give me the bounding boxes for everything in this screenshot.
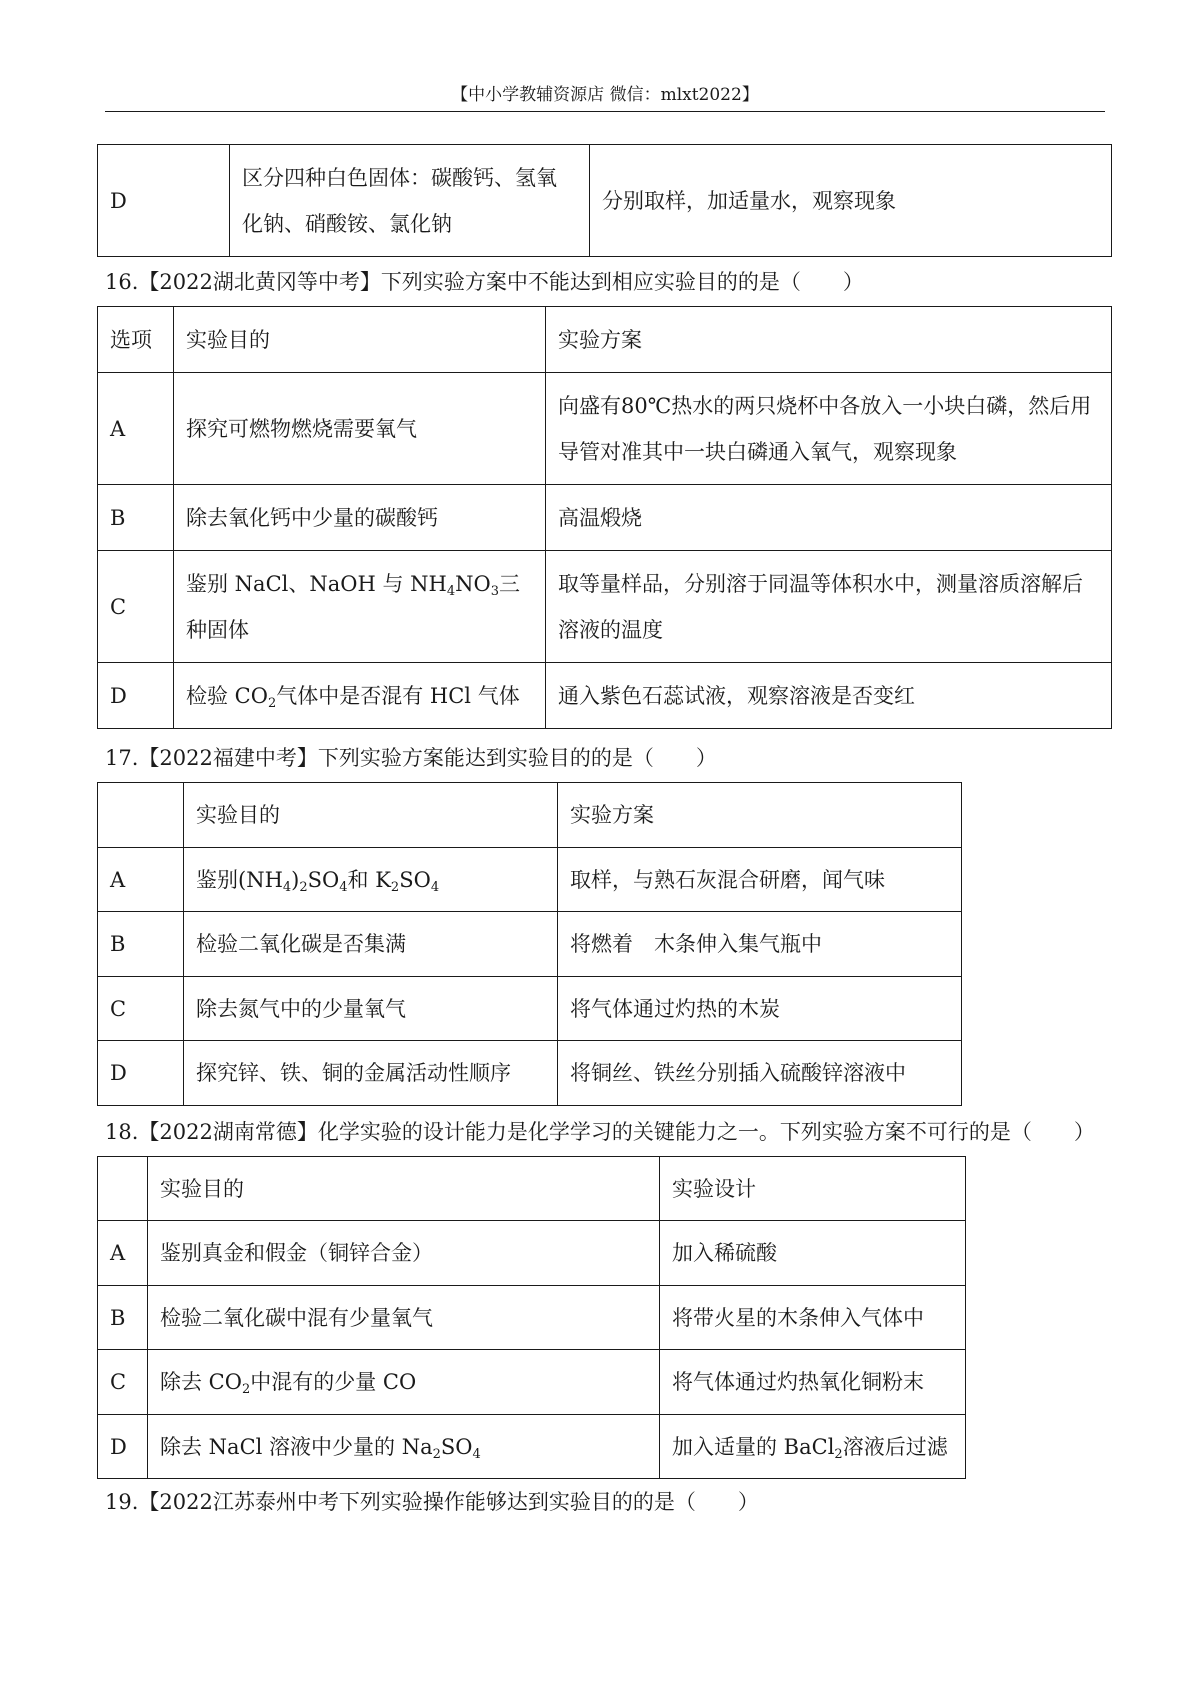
option-cell: B	[98, 1286, 148, 1350]
goal-cell: 探究锌、铁、铜的金属活动性顺序	[184, 1041, 558, 1106]
question-19: 19.【2022江苏泰州中考下列实验操作能够达到实验目的的是（ ）	[105, 1490, 759, 1514]
plan-cell: 向盛有80℃热水的两只烧杯中各放入一小块白磷，然后用导管对准其中一块白磷通入氧气，观察现象	[546, 373, 1112, 485]
table-q17	[97, 782, 962, 1106]
question-17: 17.【2022福建中考】下列实验方案能达到实验目的的是（ ）	[105, 746, 717, 770]
header-goal: 实验目的	[174, 307, 546, 373]
option-cell: C	[98, 977, 184, 1041]
page-header: 【中小学教辅资源店 微信：mlxt2022】	[451, 85, 759, 105]
question-18: 18.【2022湖南常德】化学实验的设计能力是化学学习的关键能力之一。下列实验方案不可行的是（ ）	[105, 1120, 1095, 1144]
question-16: 16.【2022湖北黄冈等中考】下列实验方案中不能达到相应实验目的的是（ ）	[105, 270, 864, 294]
table-row	[98, 1221, 966, 1286]
header-plan: 实验方案	[546, 307, 1112, 373]
plan-cell: 加入稀硫酸	[660, 1221, 966, 1286]
goal-cell: 除去氧化钙中少量的碳酸钙	[174, 485, 546, 551]
plan-cell: 高温煅烧	[546, 485, 1112, 551]
option-cell: B	[98, 485, 174, 551]
table-row	[98, 1415, 966, 1479]
table-header-row	[98, 307, 1112, 373]
option-cell: D	[98, 663, 174, 729]
header-plan: 实验方案	[558, 783, 962, 848]
header-option	[98, 783, 184, 848]
table-row	[98, 1350, 966, 1415]
option-cell: D	[98, 1041, 184, 1106]
table-row	[98, 663, 1112, 729]
plan-cell: 通入紫色石蕊试液，观察溶液是否变红	[546, 663, 1112, 729]
table-header-row	[98, 1157, 966, 1221]
goal-cell: 检验二氧化碳是否集满	[184, 912, 558, 977]
header-rule	[105, 111, 1105, 112]
goal-cell: 检验 $CO_2$气体中是否混有 HCl 气体	[174, 663, 546, 729]
table-q15-continued	[97, 144, 1112, 257]
option-cell: A	[98, 1221, 148, 1286]
table-row	[98, 485, 1112, 551]
option-cell: C	[98, 551, 174, 663]
option-cell: A	[98, 373, 174, 485]
option-cell: D	[98, 1415, 148, 1479]
header-option	[98, 1157, 148, 1221]
plan-cell: 取样，与熟石灰混合研磨，闻气味	[558, 848, 962, 912]
option-cell: D	[98, 145, 230, 257]
goal-cell: 鉴别 NaCl、NaOH 与 $NH_4NO_3$三种固体	[174, 551, 546, 663]
option-cell: A	[98, 848, 184, 912]
header-goal: 实验目的	[184, 783, 558, 848]
table-row	[98, 977, 962, 1041]
table-row	[98, 848, 962, 912]
table-row	[98, 1041, 962, 1106]
plan-cell: 将铜丝、铁丝分别插入硫酸锌溶液中	[558, 1041, 962, 1106]
plan-cell: 将气体通过灼热的木炭	[558, 977, 962, 1041]
goal-cell: 鉴别$(NH_4)_2SO_4$和 $K_2SO_4$	[184, 848, 558, 912]
goal-cell: 鉴别真金和假金（铜锌合金）	[148, 1221, 660, 1286]
goal-cell: 区分四种白色固体：碳酸钙、氢氧化钠、硝酸铵、氯化钠	[230, 145, 590, 257]
table-row	[98, 912, 962, 977]
header-goal: 实验目的	[148, 1157, 660, 1221]
table-header-row	[98, 783, 962, 848]
plan-cell: 将燃着 木条伸入集气瓶中	[558, 912, 962, 977]
plan-cell: 加入适量的 BaCl$_2$溶液后过滤	[660, 1415, 966, 1479]
plan-cell: 将带火星的木条伸入气体中	[660, 1286, 966, 1350]
plan-cell: 将气体通过灼热氧化铜粉末	[660, 1350, 966, 1415]
table-row	[98, 1286, 966, 1350]
goal-cell: 除去 $CO_2$中混有的少量 CO	[148, 1350, 660, 1415]
header-option: 选项	[98, 307, 174, 373]
table-row	[98, 551, 1112, 663]
table-q16	[97, 306, 1112, 729]
table-row	[98, 145, 1112, 257]
table-q18	[97, 1156, 966, 1479]
option-cell: B	[98, 912, 184, 977]
goal-cell: 除去氮气中的少量氧气	[184, 977, 558, 1041]
goal-cell: 除去 NaCl 溶液中少量的 $Na_2SO_4$	[148, 1415, 660, 1479]
plan-cell: 分别取样，加适量水，观察现象	[590, 145, 1112, 257]
table-row	[98, 373, 1112, 485]
header-plan: 实验设计	[660, 1157, 966, 1221]
goal-cell: 检验二氧化碳中混有少量氧气	[148, 1286, 660, 1350]
goal-cell: 探究可燃物燃烧需要氧气	[174, 373, 546, 485]
plan-cell: 取等量样品，分别溶于同温等体积水中，测量溶质溶解后溶液的温度	[546, 551, 1112, 663]
option-cell: C	[98, 1350, 148, 1415]
